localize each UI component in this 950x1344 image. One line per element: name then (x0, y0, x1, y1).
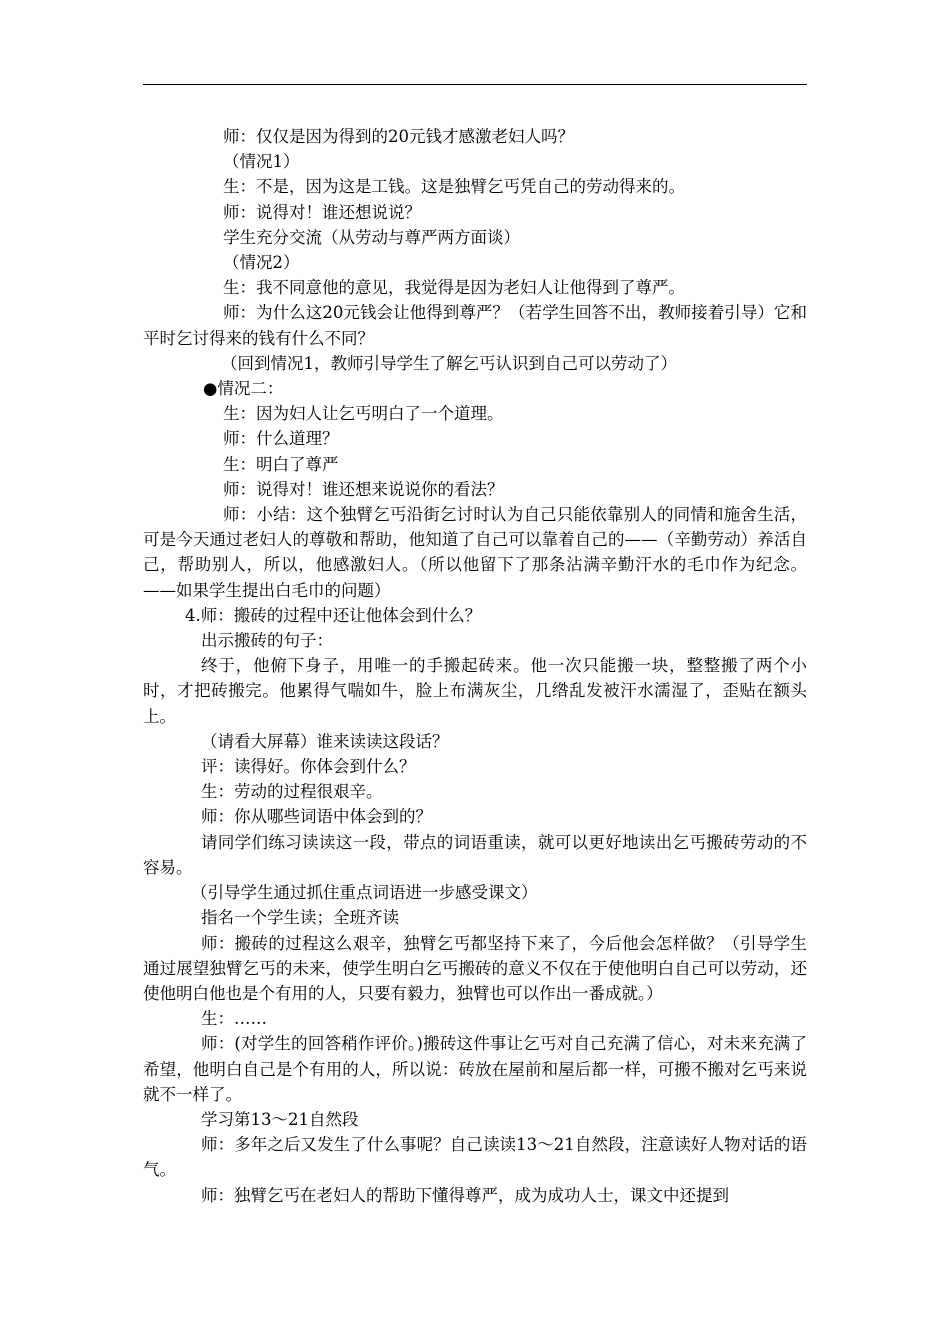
paragraph: 学生充分交流（从劳动与尊严两方面谈） (223, 227, 520, 247)
paragraph: 终于，他俯下身子，用唯一的手搬起砖来。他一次只能搬一块，整整搬了两个小时，才把砖搬完。他累得气喘如牛，脸上布满灰尘，几绺乱发被汗水濡湿了，歪贴在额头上。 (143, 656, 807, 726)
paragraph: ●情况二： (203, 379, 284, 399)
paragraph: 师：你从哪些词语中体会到的？ (201, 807, 432, 827)
paragraph: 师：(对学生的回答稍作评价。)搬砖这件事让乞丐对自己充满了信心，对未来充满了希望，他明白自己是个有用的人，所以说：砖放在屋前和屋后都一样，可搬不搬对乞丐来说就不一样了。 (143, 1034, 807, 1104)
paragraph: 师：仅仅是因为得到的20元钱才感激老妇人吗？ (223, 127, 574, 146)
paragraph: 出示搬砖的句子： (201, 631, 333, 651)
paragraph: 师：说得对！谁还想说说？ (223, 202, 421, 222)
paragraph: 生：明白了尊严 (223, 454, 339, 474)
paragraph: 指名一个学生读；全班齐读 (201, 908, 399, 928)
paragraph: 师：什么道理？ (223, 429, 339, 449)
paragraph: 生：我不同意他的意见，我觉得是因为老妇人让他得到了尊严。 (223, 278, 685, 298)
paragraph: 评：读得好。你体会到什么？ (201, 757, 416, 777)
paragraph: 生：…… (201, 1009, 267, 1029)
paragraph: 请同学们练习读读这一段，带点的词语重读，就可以更好地读出乞丐搬砖劳动的不容易。 (143, 832, 807, 877)
paragraph: 师：说得对！谁还想来说说你的看法？ (223, 479, 504, 499)
paragraph: 生：因为妇人让乞丐明白了一个道理。 (223, 404, 504, 424)
paragraph: （请看大屏幕）谁来读读这段话？ (201, 731, 449, 751)
paragraph: （情况2） (223, 253, 300, 273)
paragraph: 师：小结：这个独臂乞丐沿街乞讨时认为自己只能依靠别人的同情和施舍生活，可是今天通过老妇人的尊敬和帮助，他知道了自己可以靠着自己的——（辛勤劳动）养活自己，帮助别人，所以，他感激妇人。（所以他留下了那条沾满辛勤汗水的毛巾作为纪念。——如果学生提出白毛巾的问题） (143, 505, 807, 600)
paragraph: 师：多年之后又发生了什么事呢？自己读读13～21自然段，注意读好人物对话的语气。 (143, 1135, 807, 1180)
paragraph: （引导学生通过抓住重点词语进一步感受课文） (191, 883, 538, 903)
paragraph: 师：为什么这20元钱会让他得到尊严？（若学生回答不出，教师接着引导）它和平时乞讨得来的钱有什么不同？ (143, 303, 807, 348)
paragraph: （情况1） (223, 152, 300, 172)
paragraph: （回到情况1，教师引导学生了解乞丐认识到自己可以劳动了） (221, 353, 677, 373)
document-body (143, 124, 807, 1208)
paragraph: 学习第13～21自然段 (201, 1109, 359, 1129)
paragraph: 4.师：搬砖的过程中还让他体会到什么？ (185, 605, 482, 625)
paragraph: 生：劳动的过程很艰辛。 (201, 782, 383, 802)
paragraph: 师：独臂乞丐在老妇人的帮助下懂得尊严，成为成功人士，课文中还提到 (201, 1185, 729, 1205)
paragraph: 生：不是，因为这是工钱。这是独臂乞丐凭自己的劳动得来的。 (223, 177, 685, 197)
header-rule (143, 84, 807, 85)
paragraph: 师：搬砖的过程这么艰辛，独臂乞丐都坚持下来了，今后他会怎样做？（引导学生通过展望独臂乞丐的未来，使学生明白乞丐搬砖的意义不仅在于使他明白自己可以劳动，还使他明白他也是个有用的人，只要有毅力，独臂也可以作出一番成就。） (143, 933, 807, 1003)
